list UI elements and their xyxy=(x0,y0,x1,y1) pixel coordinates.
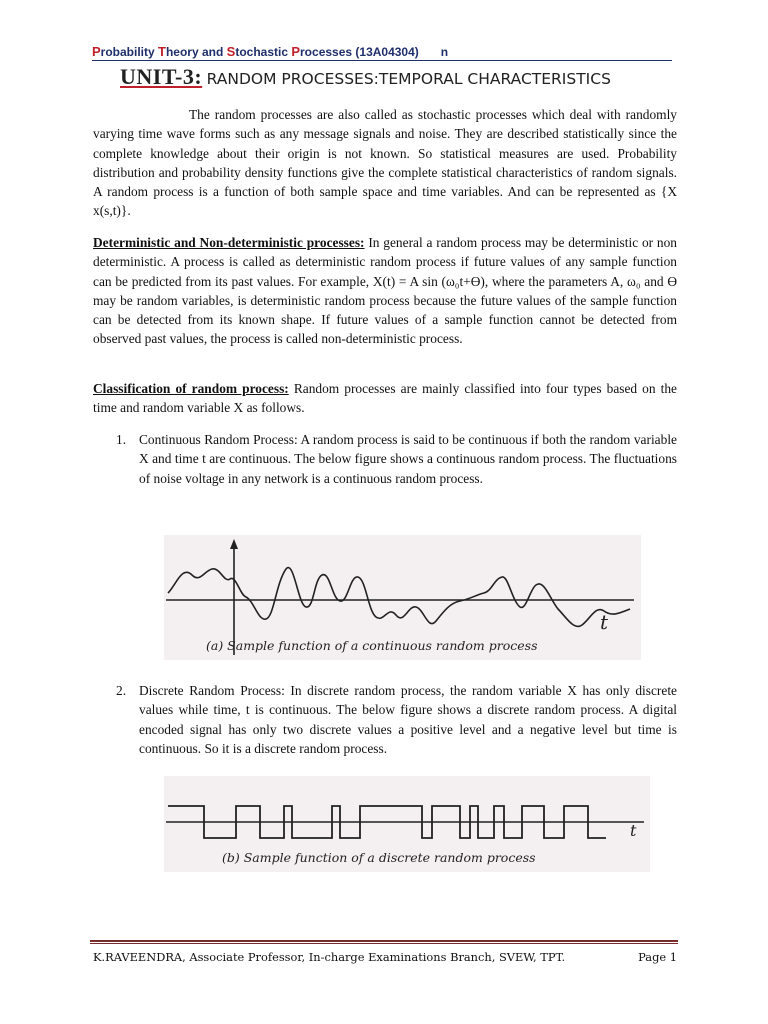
discrete-waveform-svg xyxy=(164,776,650,872)
list-number: 2. xyxy=(116,683,127,698)
header-cap-1: P xyxy=(92,44,101,59)
deterministic-heading: Deterministic and Non-deterministic processes: xyxy=(93,235,365,250)
unit-topic: RANDOM PROCESSES:TEMPORAL CHARACTERISTICS xyxy=(206,70,611,88)
page-footer xyxy=(93,950,677,964)
deterministic-paragraph xyxy=(93,233,677,349)
footer-rule xyxy=(90,940,678,944)
list-item xyxy=(116,430,677,488)
unit-title xyxy=(120,64,611,90)
classification-paragraph xyxy=(93,379,677,418)
header-suffix: n xyxy=(440,45,449,59)
deterministic-text: In general a random process may be deterministic or non deterministic. A process is called as deterministic random process if future values of any sample function can be predicted from its past values. For example, X(t) = A sin (ω₀t+ϴ), where the parameters A, ω₀ and ϴ may be random variables, is deterministic random process because the future values of the sample function can be detected from its known shape. If future values of a sample function cannot be detected from observed past values, the process is called non-deterministic process. xyxy=(93,235,677,347)
continuous-waveform xyxy=(168,568,630,627)
header-cap-3: S xyxy=(226,44,236,59)
header-word-2: heory and xyxy=(165,45,227,59)
list-text: Continuous Random Process: A random process is said to be continuous if both the random variable X and time t are continuous. The below figure shows a continuous random process. The fluctuations of noise voltage in any network is a continuous random process. xyxy=(139,432,677,486)
classification-heading: Classification of random process: xyxy=(93,381,289,396)
header-cap-2: T xyxy=(158,44,166,59)
list-item xyxy=(116,681,677,758)
header-word-1: robability xyxy=(100,45,159,59)
list-text: Discrete Random Process: In discrete random process, the random variable X has only discrete values while time, t is continuous. The below figure shows a discrete random process. A digital encoded signal has only two discrete values a positive level and a negative level but time is continuous. So it is a discrete random process. xyxy=(139,683,677,756)
unit-number: UNIT-3: xyxy=(120,64,203,89)
axis-arrow-icon xyxy=(230,539,238,549)
continuous-waveform-svg xyxy=(164,535,641,660)
classification-text: Random processes are mainly classified into four types based on the time and random variable X as follows. xyxy=(93,381,678,416)
running-header xyxy=(92,44,672,61)
header-word-4: rocesses (13A04304) xyxy=(300,45,419,59)
figure-caption: (b) Sample function of a discrete random process xyxy=(222,850,536,865)
continuous-process-figure xyxy=(164,535,641,660)
footer-author: K.RAVEENDRA, Associate Professor, In-charge Examinations Branch, SVEW, TPT. xyxy=(93,950,566,964)
header-cap-4: P xyxy=(291,44,301,59)
time-axis-label: t xyxy=(630,821,637,840)
discrete-process-figure xyxy=(164,776,650,872)
time-axis-label: t xyxy=(600,610,609,634)
figure-caption: (a) Sample function of a continuous random process xyxy=(206,638,538,653)
header-word-3: tochastic xyxy=(235,45,292,59)
page-number: Page 1 xyxy=(638,950,677,964)
intro-paragraph: The random processes are also called as stochastic processes which deal with randomly varying time wave forms such as any message signals and noise. They are described statistically since the complete knowledge about their origin is not known. So statistical measures are used. Probability distribution and probability density functions give the complete statistical characteristics of random signals. A random process is a function of both sample space and time variables. And can be represented as {X x(s,t)}. xyxy=(93,107,677,219)
list-number: 1. xyxy=(116,432,127,447)
